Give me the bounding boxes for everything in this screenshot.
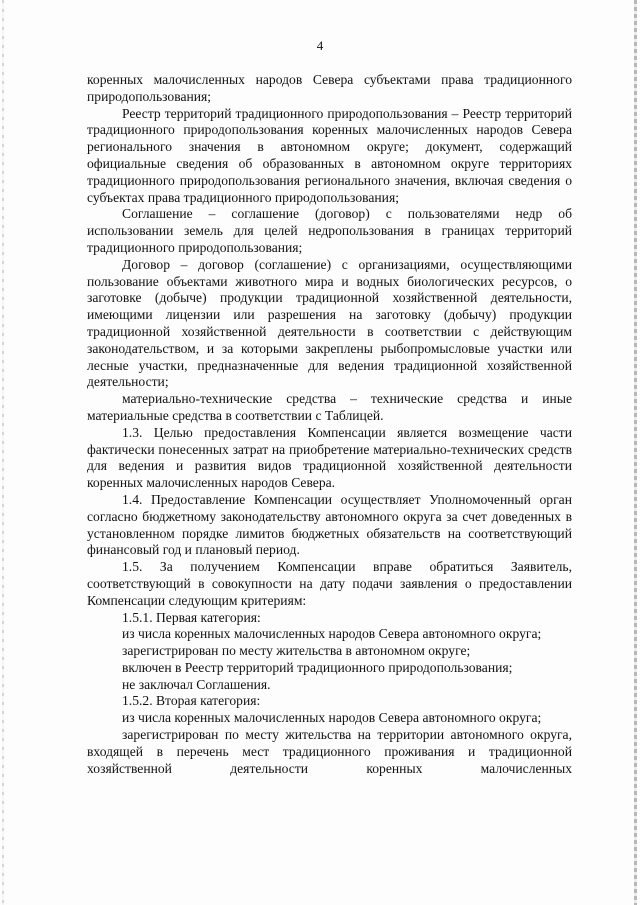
page-number: 4 — [316, 38, 324, 53]
criterion-registered: зарегистрирован по месту жительства в автономном округе; — [122, 643, 471, 659]
paragraph-registry-definition: Реестр территорий традиционного природопользования – Реестр территорий традиционного природопользования коренных малочисленных народов Севера регионального значения в автономном округе; документ, содержащий официальные сведения об образованных в автономном округе территориях традиционного природопользования регионального значения, включая сведения о субъектах права традиционного природопользования; — [87, 105, 572, 205]
scan-edge-left — [2, 0, 4, 905]
paragraph-means-definition: материально-технические средства – технические средства и иные материальные средства в соответствии с Таблицей. — [87, 391, 572, 423]
criterion-no-agreement: не заключал Соглашения. — [122, 676, 271, 692]
scan-edge-right — [634, 0, 637, 905]
criterion-in-registry: включен в Реестр территорий традиционного природопользования; — [122, 659, 513, 675]
document-body — [87, 72, 572, 777]
paragraph-1-5: 1.5. За получением Компенсации вправе обратиться Заявитель, соответствующий в совокупности на дату подачи заявления о предоставлении Компенсации следующим критериям: — [87, 559, 572, 608]
paragraph-1-5-1: 1.5.1. Первая категория: — [122, 609, 261, 625]
criterion-indigenous: из числа коренных малочисленных народов Севера автономного округа; — [122, 626, 542, 642]
criterion-indigenous-2: из числа коренных малочисленных народов Севера автономного округа; — [122, 710, 542, 726]
paragraph-continuation: коренных малочисленных народов Севера субъектами права традиционного природопользования; — [87, 72, 572, 104]
criterion-registered-territory: зарегистрирован по месту жительства на территории автономного округа, входящей в перечень мест традиционного проживания и традиционной хозяйственной деятельности коренных малочисленных — [87, 727, 572, 776]
paragraph-contract-definition: Договор – договор (соглашение) с организациями, осуществляющими пользование объектами животного мира и водных биологических ресурсов, о заготовке (добыче) продукции традиционной хозяйственной деятельности, имеющими лицензии или разрешения на заготовку (добычу) продукции традиционной хозяйственной деятельности в соответствии с действующим законодательством, и за которыми закреплены рыбопромысловые участки или лесные участки, предназначенные для ведения традиционной хозяйственной деятельности; — [87, 256, 572, 390]
paragraph-1-5-2: 1.5.2. Вторая категория: — [122, 693, 261, 709]
paragraph-agreement-definition: Соглашение – соглашение (договор) с пользователями недр об использовании земель для целей недропользования в границах территорий традиционного природопользования; — [87, 206, 572, 255]
paragraph-1-4: 1.4. Предоставление Компенсации осуществляет Уполномоченный орган согласно бюджетному законодательству автономного округа за счет доведенных в установленном порядке лимитов бюджетных обязательств на соответствующий финансовый год и плановый период. — [87, 491, 572, 558]
paragraph-1-3: 1.3. Целью предоставления Компенсации является возмещение части фактически понесенных затрат на приобретение материально-технических средств для ведения и развития видов традиционной хозяйственной деятельности коренных малочисленных народов Севера. — [87, 424, 572, 491]
